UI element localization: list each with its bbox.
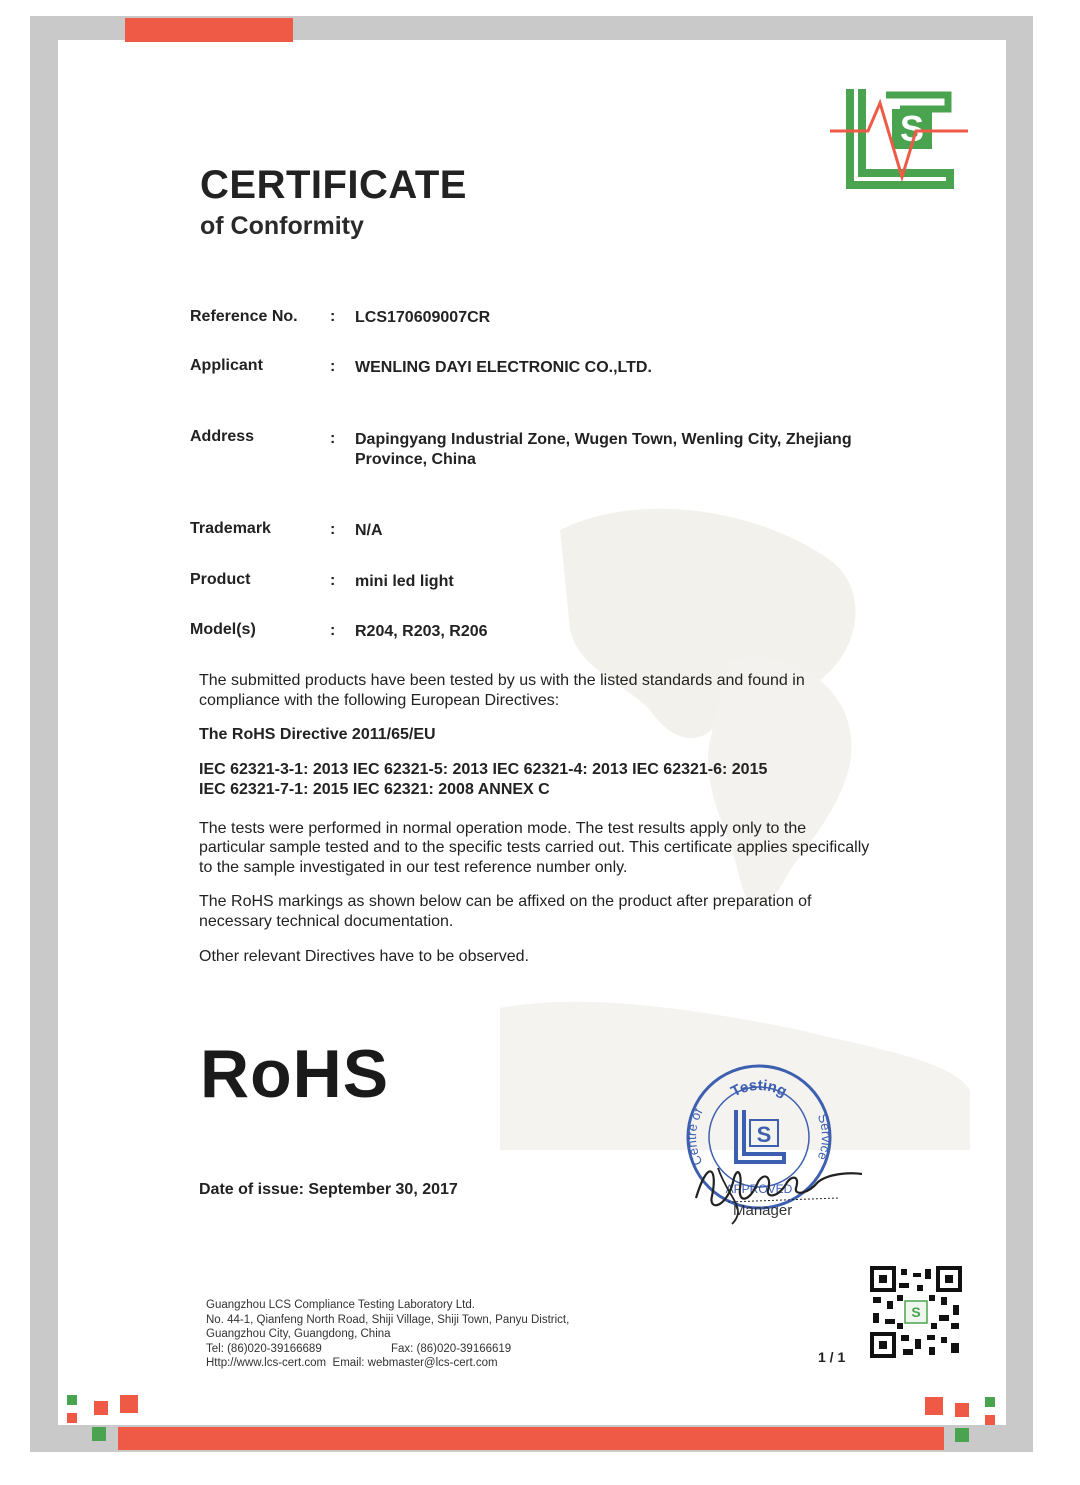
applicant-label: Applicant	[190, 357, 263, 374]
stamp-top-text: Testing	[728, 1076, 790, 1101]
manager-title: Manager	[733, 1202, 793, 1219]
lcs-logo-icon	[830, 85, 968, 189]
corner-square	[985, 1415, 995, 1425]
lab-email: Email: webmaster@lcs-cert.com	[332, 1357, 498, 1370]
stamp-bottom-text: APPROVED	[725, 1182, 793, 1196]
product-value: mini led light	[355, 573, 454, 590]
corner-square	[67, 1413, 77, 1423]
reference-value: LCS170609007CR	[355, 309, 491, 326]
intro-line-1: The submitted products have been tested by us with the listed standards and found in	[199, 672, 805, 689]
address-value-line2: Province, China	[355, 451, 476, 468]
lab-website: Http://www.lcs-cert.com	[206, 1357, 327, 1370]
standards-line-1: IEC 62321-3-1: 2013 IEC 62321-5: 2013 IEC 62321-4: 2013 IEC 62321-6: 2015	[199, 761, 768, 778]
lab-contact-block	[206, 1298, 569, 1371]
page-number: 1 / 1	[818, 1349, 846, 1365]
lab-fax: Fax: (86)020-39166619	[391, 1342, 512, 1355]
field-colon: :	[330, 358, 336, 375]
applicant-value: WENLING DAYI ELECTRONIC CO.,LTD.	[355, 359, 652, 376]
svg-text:S: S	[911, 1304, 921, 1320]
stamp-right-text: Service	[814, 1111, 834, 1163]
certificate-subtitle: of Conformity	[200, 212, 364, 240]
top-accent-bar	[125, 18, 293, 42]
lab-tel: Tel: (86)020-39166689	[206, 1342, 322, 1355]
corner-square	[985, 1397, 995, 1407]
field-colon: :	[330, 430, 336, 447]
svg-text:S: S	[756, 1122, 772, 1147]
corner-square	[120, 1395, 138, 1413]
trademark-value: N/A	[355, 522, 383, 539]
tests-line-1: The tests were performed in normal operation mode. The test results apply only to the	[199, 820, 807, 837]
certificate-title: CERTIFICATE	[200, 163, 467, 207]
field-colon: :	[330, 308, 336, 325]
qr-code-icon	[869, 1265, 963, 1359]
svg-text:S: S	[899, 108, 925, 149]
address-value-line1: Dapingyang Industrial Zone, Wugen Town, Wenling City, Zhejiang	[355, 431, 852, 448]
date-of-issue-label: Date of issue:	[199, 1181, 304, 1198]
lab-address-line-2: Guangzhou City, Guangdong, China	[206, 1328, 391, 1341]
models-label: Model(s)	[190, 621, 256, 638]
reference-label: Reference No.	[190, 308, 298, 325]
field-colon: :	[330, 521, 336, 538]
bottom-accent-bar	[118, 1427, 944, 1450]
other-directives: Other relevant Directives have to be observed.	[199, 948, 529, 965]
field-colon: :	[330, 572, 336, 589]
corner-square	[925, 1397, 943, 1415]
lab-address-line-1: No. 44-1, Qianfeng North Road, Shiji Village, Shiji Town, Panyu District,	[206, 1313, 570, 1326]
intro-line-2: compliance with the following European Directives:	[199, 692, 560, 709]
stamp-left-text: Centre of	[684, 1105, 706, 1168]
svg-text:Testing	[728, 1077, 789, 1101]
corner-square	[955, 1428, 969, 1442]
markings-line-1: The RoHS markings as shown below can be affixed on the product after preparation of	[199, 893, 812, 910]
date-of-issue-value: September 30, 2017	[308, 1181, 458, 1198]
lab-web-email	[206, 1356, 569, 1371]
corner-square	[92, 1427, 106, 1441]
corner-square	[67, 1395, 77, 1405]
lab-phone-fax	[206, 1342, 569, 1357]
address-label: Address	[190, 428, 255, 445]
world-map-watermark	[500, 450, 970, 1150]
directive-title: The RoHS Directive 2011/65/EU	[199, 726, 436, 743]
lab-name: Guangzhou LCS Compliance Testing Laboratory Ltd.	[206, 1299, 475, 1311]
tests-line-2: particular sample tested and to the specific tests carried out. This certificate applies specifically	[199, 839, 870, 856]
trademark-label: Trademark	[190, 520, 271, 537]
date-of-issue	[199, 1181, 458, 1199]
tests-line-3: to the sample investigated in our test reference number only.	[199, 859, 628, 876]
field-colon: :	[330, 622, 336, 639]
product-label: Product	[190, 571, 251, 588]
markings-line-2: necessary technical documentation.	[199, 913, 454, 930]
standards-line-2: IEC 62321-7-1: 2015 IEC 62321: 2008 ANNEX C	[199, 781, 550, 798]
corner-square	[955, 1403, 969, 1417]
corner-square	[94, 1401, 108, 1415]
models-value: R204, R203, R206	[355, 623, 488, 640]
rohs-mark: RoHS	[200, 1036, 390, 1112]
